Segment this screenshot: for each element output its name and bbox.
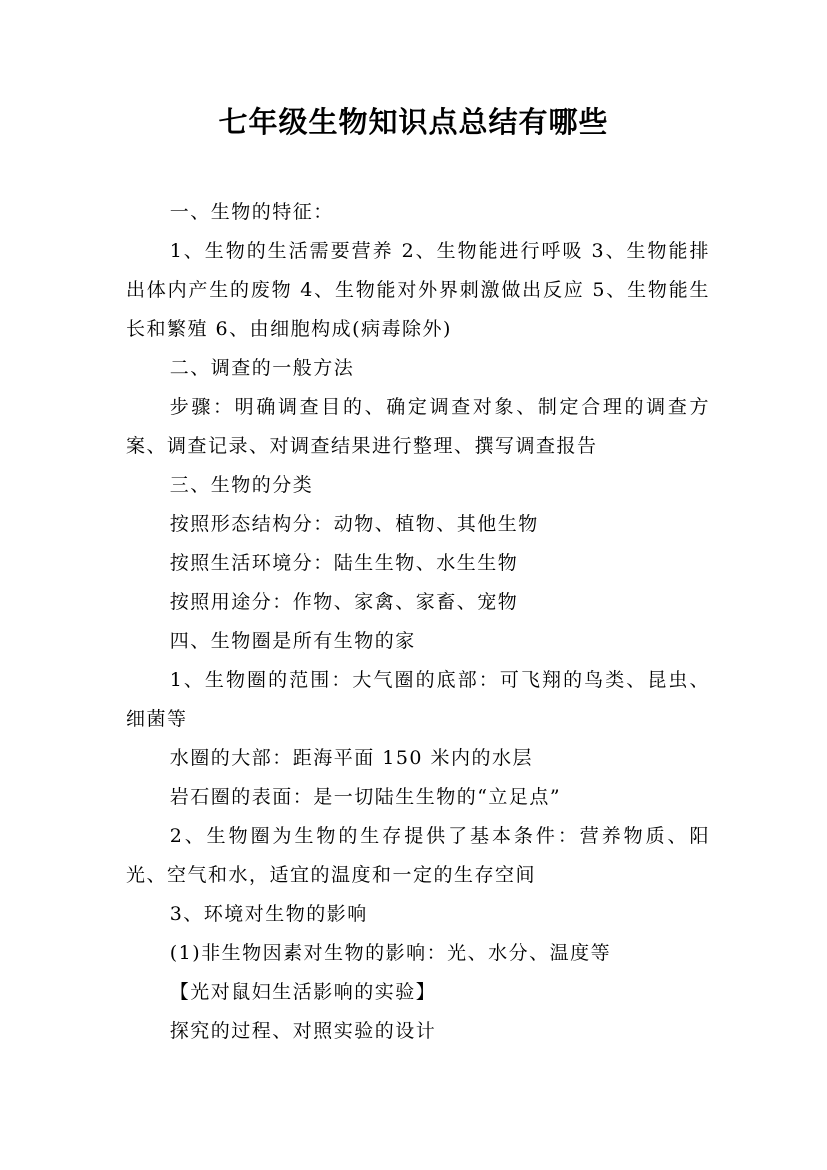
paragraph-classify-by-environment: 按照生活环境分：陆生生物、水生生物 — [169, 552, 519, 574]
document-body — [126, 193, 710, 1051]
paragraph-experiment-title: 【光对鼠妇生活影响的实验】 — [169, 981, 437, 1003]
heading-survey-method: 二、调查的一般方法 — [169, 357, 355, 379]
paragraph-survey-steps: 步骤：明确调查目的、确定调查对象、制定合理的调查方案、调查记录、对调查结果进行整理、撰写调查报告 — [126, 396, 710, 457]
paragraph-biosphere-conditions: 2、生物圈为生物的生存提供了基本条件：营养物质、阳光、空气和水，适宜的温度和一定的生存空间 — [126, 825, 710, 886]
paragraph-experiment-design: 探究的过程、对照实验的设计 — [169, 1020, 437, 1042]
document-title: 七年级生物知识点总结有哪些 — [218, 105, 609, 139]
heading-biosphere: 四、生物圈是所有生物的家 — [169, 630, 416, 652]
paragraph-characteristics-list: 1、生物的生活需要营养 2、生物能进行呼吸 3、生物能排出体内产生的废物 4、生物能对外界刺激做出反应 5、生物能生长和繁殖 6、由细胞构成(病毒除外) — [126, 240, 710, 340]
paragraph-hydrosphere: 水圈的大部：距海平面 150 米内的水层 — [169, 747, 534, 769]
paragraph-classify-by-form: 按照形态结构分：动物、植物、其他生物 — [169, 513, 539, 535]
paragraph-environment-influence: 3、环境对生物的影响 — [169, 903, 368, 925]
heading-characteristics: 一、生物的特征： — [169, 201, 334, 223]
paragraph-biosphere-range: 1、生物圈的范围：大气圈的底部：可飞翔的鸟类、昆虫、细菌等 — [126, 669, 710, 730]
paragraph-abiotic-factors: (1)非生物因素对生物的影响：光、水分、温度等 — [169, 942, 612, 964]
heading-classification: 三、生物的分类 — [169, 474, 314, 496]
paragraph-lithosphere: 岩石圈的表面：是一切陆生生物的“立足点” — [169, 786, 562, 808]
paragraph-classify-by-use: 按照用途分：作物、家禽、家畜、宠物 — [169, 591, 519, 613]
